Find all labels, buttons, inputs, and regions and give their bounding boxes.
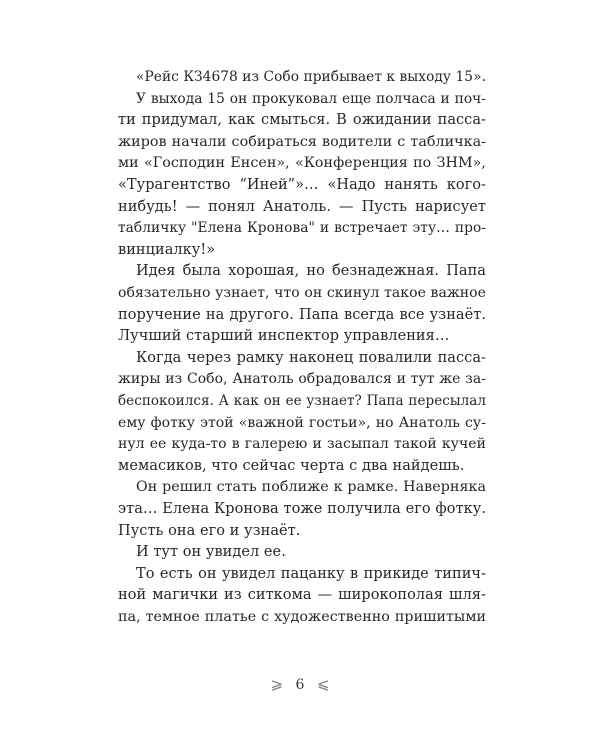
text-line: Идея была хорошая, но безнадежная. Папа: [136, 263, 486, 280]
text-line: па, темное платье с художественно пришитыми: [118, 609, 486, 625]
text-line: мемасиков, что сейчас черта с два найдешь.: [118, 457, 465, 474]
text-line: ти придумал, как смыться. В ожидании пасса-: [118, 112, 486, 129]
text-line: эта… Елена Кронова тоже получила его фотку.: [118, 501, 486, 517]
text-line: Он решил стать поближе к рамке. Наверняка: [136, 479, 486, 496]
text-line: нул ее куда-то в галерею и засыпал такой кучей: [118, 436, 486, 453]
text-line: ему фотку этой «важной гостьи», но Анатоль су-: [118, 414, 486, 431]
text-line: обязательно узнает, что он скинул такое важное: [118, 285, 486, 301]
text-line: ной магички из ситкома — широкополая шля-: [118, 587, 486, 604]
text-line: ми «Господин Енсен», «Конференция по ЗНМ»,: [118, 155, 486, 172]
page-footer: [0, 673, 600, 695]
text-line: «Турагентство “Иней”»… «Надо нанять кого-: [118, 177, 486, 193]
page-number: 6: [295, 677, 305, 693]
text-line: табличку "Елена Кронова" и встречает эту… про-: [118, 220, 486, 237]
text-line: У выхода 15 он прокуковал еще полчаса и поч-: [136, 90, 486, 107]
text-line: жиров начали собираться водители с табличка-: [118, 133, 486, 150]
text-line: Когда через рамку наконец повалили пасса-: [136, 349, 486, 366]
text-line: «Рейс КЗ4678 из Собо прибывает к выходу 15».: [136, 69, 486, 85]
text-line: поручение на другого. Папа всегда все узнаёт.: [118, 306, 486, 323]
text-line: жиры из Собо, Анатоль обрадовался и тут же за-: [118, 371, 486, 388]
text-line: винциалку!»: [118, 241, 216, 258]
ornament-left-icon: ⩾: [270, 675, 284, 693]
text-line: нибудь! — понял Анатоль. — Пусть нарисует: [118, 198, 486, 215]
text-line: И тут он увидел ее.: [136, 544, 286, 561]
ornament-right-icon: ⩽: [316, 675, 330, 693]
text-line: Пусть она его и узнаёт.: [118, 522, 301, 539]
text-line: беспокоился. А как он ее узнает? Папа пересылал: [118, 393, 486, 409]
text-line: Лучший старший инспектор управления…: [118, 328, 450, 345]
text-line: То есть он увидел пацанку в прикиде типич-: [136, 565, 486, 582]
